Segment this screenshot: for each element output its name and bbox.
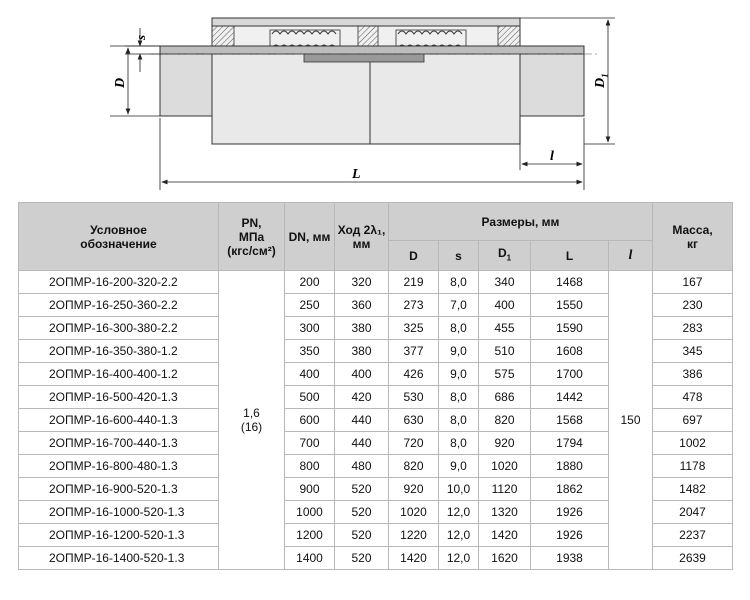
cell-dn: 600 [285,409,335,432]
cell-D1: 1320 [479,501,531,524]
cell-L: 1926 [531,524,609,547]
cell-s: 8,0 [439,271,479,294]
cell-D1: 1020 [479,455,531,478]
cell-stroke: 380 [335,340,389,363]
table-row [19,271,733,294]
cell-mass: 2237 [653,524,733,547]
cell-D1: 820 [479,409,531,432]
header-l: l [609,241,653,271]
cell-L: 1862 [531,478,609,501]
cell-dn: 350 [285,340,335,363]
cell-dn: 800 [285,455,335,478]
cell-s: 9,0 [439,455,479,478]
cell-mass: 478 [653,386,733,409]
cell-mass: 2047 [653,501,733,524]
cell-dn: 1400 [285,547,335,570]
cell-s: 7,0 [439,294,479,317]
cell-s: 12,0 [439,524,479,547]
cell-stroke: 520 [335,478,389,501]
cell-L: 1608 [531,340,609,363]
cell-pn: 1,6 (16) [219,271,285,570]
cell-mass: 386 [653,363,733,386]
cell-mass: 230 [653,294,733,317]
cell-D: 1220 [389,524,439,547]
cell-dn: 400 [285,363,335,386]
cell-s: 8,0 [439,386,479,409]
cell-s: 10,0 [439,478,479,501]
label-D1: $D_1$ [593,73,610,88]
cell-mass: 697 [653,409,733,432]
cell-D: 273 [389,294,439,317]
cell-dn: 900 [285,478,335,501]
cell-D1: 510 [479,340,531,363]
cell-name: 2ОПМР-16-700-440-1.3 [19,432,219,455]
header-pn: PN, МПа (кгс/см²) [219,203,285,271]
cell-D: 720 [389,432,439,455]
header-name: Условное обозначение [19,203,219,271]
cell-L: 1700 [531,363,609,386]
expansion-joint-drawing [0,0,750,200]
cell-stroke: 520 [335,524,389,547]
cell-mass: 2639 [653,547,733,570]
cell-name: 2ОПМР-16-250-360-2.2 [19,294,219,317]
cell-dn: 1000 [285,501,335,524]
cell-D: 920 [389,478,439,501]
cell-D1: 575 [479,363,531,386]
header-D1: $D_1$ [479,241,531,271]
cell-stroke: 440 [335,432,389,455]
cell-D: 820 [389,455,439,478]
cell-D: 219 [389,271,439,294]
header-mass: Масса, кг [653,203,733,271]
cell-D: 530 [389,386,439,409]
cell-dn: 1200 [285,524,335,547]
cell-D: 426 [389,363,439,386]
cell-dn: 300 [285,317,335,340]
cell-name: 2ОПМР-16-350-380-1.2 [19,340,219,363]
cell-mass: 345 [653,340,733,363]
cell-mass: 283 [653,317,733,340]
cell-D1: 1620 [479,547,531,570]
pipe [160,46,584,144]
cell-s: 8,0 [439,432,479,455]
header-stroke: Ход 2λ₁, мм [335,203,389,271]
cell-l: 150 [609,271,653,570]
cell-L: 1938 [531,547,609,570]
cell-D: 377 [389,340,439,363]
cell-D1: 340 [479,271,531,294]
header-D: D [389,241,439,271]
cell-stroke: 320 [335,271,389,294]
cell-stroke: 400 [335,363,389,386]
cell-mass: 1002 [653,432,733,455]
cell-stroke: 440 [335,409,389,432]
cell-stroke: 360 [335,294,389,317]
cell-mass: 1482 [653,478,733,501]
cell-D: 1020 [389,501,439,524]
cell-stroke: 480 [335,455,389,478]
cell-mass: 1178 [653,455,733,478]
cell-D1: 455 [479,317,531,340]
cell-name: 2ОПМР-16-1000-520-1.3 [19,501,219,524]
cell-name: 2ОПМР-16-600-440-1.3 [19,409,219,432]
dimension-s [125,28,160,72]
cell-stroke: 520 [335,501,389,524]
cell-L: 1590 [531,317,609,340]
cell-name: 2ОПМР-16-800-480-1.3 [19,455,219,478]
cell-s: 9,0 [439,340,479,363]
cell-D1: 400 [479,294,531,317]
cell-stroke: 520 [335,547,389,570]
label-D: D [113,77,128,88]
cell-name: 2ОПМР-16-900-520-1.3 [19,478,219,501]
cell-D1: 1120 [479,478,531,501]
cell-dn: 200 [285,271,335,294]
cell-s: 8,0 [439,409,479,432]
cell-D: 630 [389,409,439,432]
cell-L: 1926 [531,501,609,524]
label-s: s [133,34,148,40]
cell-L: 1550 [531,294,609,317]
header-L: L [531,241,609,271]
cell-name: 2ОПМР-16-1200-520-1.3 [19,524,219,547]
cell-dn: 700 [285,432,335,455]
cell-D: 325 [389,317,439,340]
cell-L: 1880 [531,455,609,478]
cell-stroke: 420 [335,386,389,409]
cell-mass: 167 [653,271,733,294]
cell-D1: 1420 [479,524,531,547]
cell-D1: 920 [479,432,531,455]
cell-L: 1568 [531,409,609,432]
cell-name: 2ОПМР-16-1400-520-1.3 [19,547,219,570]
cell-dn: 250 [285,294,335,317]
cell-name: 2ОПМР-16-300-380-2.2 [19,317,219,340]
cell-name: 2ОПМР-16-400-400-1.2 [19,363,219,386]
header-dimensions: Размеры, мм [389,203,653,241]
cell-s: 8,0 [439,317,479,340]
cell-L: 1794 [531,432,609,455]
cell-name: 2ОПМР-16-500-420-1.3 [19,386,219,409]
cell-name: 2ОПМР-16-200-320-2.2 [19,271,219,294]
cell-s: 12,0 [439,547,479,570]
cell-s: 12,0 [439,501,479,524]
header-dn: DN, мм [285,203,335,271]
header-s: s [439,241,479,271]
cell-stroke: 380 [335,317,389,340]
cell-D: 1420 [389,547,439,570]
cell-s: 9,0 [439,363,479,386]
cell-D1: 686 [479,386,531,409]
cell-dn: 500 [285,386,335,409]
label-L: L [352,167,361,182]
cell-L: 1442 [531,386,609,409]
label-l: l [550,149,554,164]
header-row-1 [19,203,733,241]
cell-L: 1468 [531,271,609,294]
specifications-table [18,202,733,570]
